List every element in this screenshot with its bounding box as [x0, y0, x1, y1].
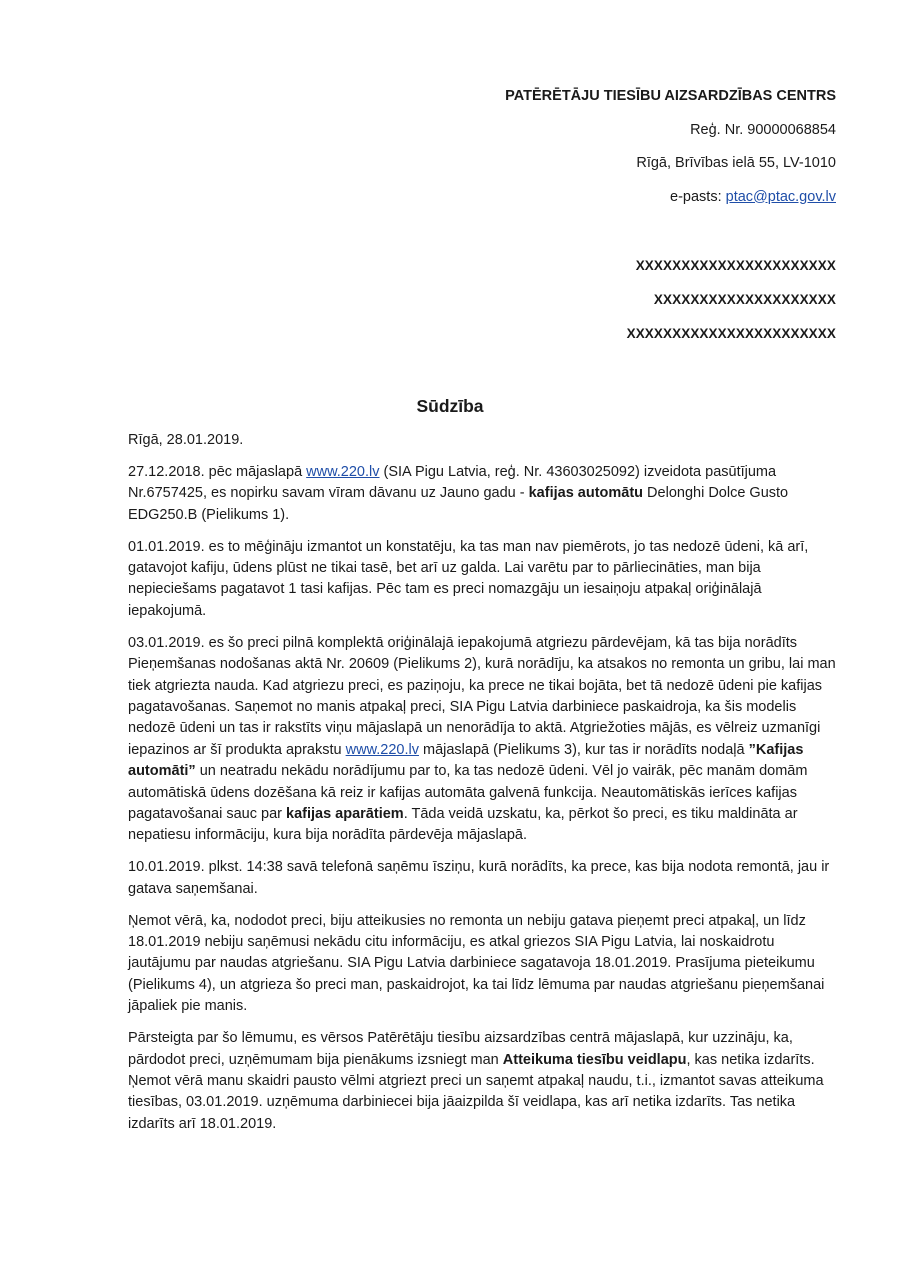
document-body — [128, 430, 840, 1146]
recipient-name: PATĒRĒTĀJU TIESĪBU AIZSARDZĪBAS CENTRS — [505, 88, 836, 104]
sender-line-1: XXXXXXXXXXXXXXXXXXXXXX — [635, 258, 836, 273]
p3-text-d: . Tāda veidā uzskatu, ka, pērkot šo preci, es tiku maldināta ar nepatiesu informāciju, kura bija norādīta pārdevēja mājaslapā. — [128, 806, 798, 844]
paragraph-4: 10.01.2019. plkst. 14:38 savā telefonā saņēmu īsziņu, kurā norādīts, ka prece, kas bija nodota remontā, jau ir gatava saņemšanai. — [128, 859, 830, 897]
paragraph-3 — [128, 633, 840, 847]
p6-text-b: , kas netika izdarīts. Ņemot vērā manu skaidri pausto vēlmi atgriezt preci un saņemt atpakaļ naudu, t.i., izmantot savas atteikuma tiesības, 03.01.2019. uzņēmuma darbiniecei bija jāaizpilda šī veidlapa, kas arī netika izdarīts. Tas netika izdarīts arī 18.01.2019. — [128, 1051, 824, 1132]
p1-text-b: (SIA Pigu Latvia, reģ. Nr. 43603025092) izveidota pasūtījuma Nr.6757425, es nopirku savam vīram dāvanu uz Jauno gadu - — [128, 463, 777, 502]
p3-bold-1: ”Kafijas automāti” — [128, 741, 804, 780]
email-label: e-pasts: — [670, 188, 726, 205]
sender-line-2: XXXXXXXXXXXXXXXXXXXX — [653, 292, 836, 307]
p1-bold: kafijas automātu — [528, 485, 644, 502]
sender-line-3: XXXXXXXXXXXXXXXXXXXXXXX — [626, 326, 836, 341]
document-title: Sūdzība — [416, 396, 484, 416]
p6-text-a: Pārsteigta par šo lēmumu, es vērsos Patērētāju tiesību aizsardzības centrā mājaslapā, kur uzzināju, ka, pārdodot preci, uzņēmumam bija pienākums izsniegt man — [128, 1030, 793, 1068]
place-date: Rīgā, 28.01.2019. — [128, 432, 244, 448]
sender-block — [627, 256, 836, 358]
recipient-block — [505, 86, 836, 220]
recipient-address: Rīgā, Brīvības ielā 55, LV-1010 — [636, 155, 836, 171]
website-link-2[interactable]: www.220.lv — [345, 741, 419, 758]
email-link[interactable]: ptac@ptac.gov.lv — [725, 188, 836, 205]
p1-text-a: 27.12.2018. pēc mājaslapā — [128, 463, 307, 480]
p1-text-c: Delonghi Dolce Gusto EDG250.B (Pielikums 1). — [128, 485, 789, 523]
p3-text-a: 03.01.2019. es šo preci pilnā komplektā oriģinālajā iepakojumā atgriezu pārdevējam, kā tas bija norādīts Pieņemšanas nodošanas aktā Nr. 20609 (Pielikums 2), kurā norādīju, ka atsakos no remonta un gribu, lai man tiek atgriezta nauda. Kad atgriezu preci, es paziņoju, ka prece ne tikai bojāta, bet tā nedozē ūdeni pie kafijas pagatavošanas. Saņemot no manis atpakaļ preci, SIA Pigu Latvia darbiniece paskaidroja, ka šis modelis nedozē ūdeni un tas ir rakstīts viņu mājaslapā un nenorādīja to aktā. Atgriežoties mājās, es vēlreiz uzmanīgi iepazinos ar šī produkta aprakstu — [128, 634, 836, 758]
paragraph-2: 01.01.2019. es to mēģināju izmantot un konstatēju, ka tas man nav piemērots, jo tas nedozē ūdeni, kā arī, gatavojot kafiju, ūdens plūst ne tikai tasē, bet arī uz galda. Lai varētu par to pārliecināties, man bija nepieciešams pagatavot 1 tasi kafijas. Pēc tam es preci nomazgāju un iesaiņoju atpakaļ oriģinālajā iepakojumā. — [128, 538, 809, 619]
p3-text-b: mājaslapā (Pielikums 3), kur tas ir norādīts nodaļā — [418, 741, 749, 758]
recipient-reg-no: Reģ. Nr. 90000068854 — [690, 121, 836, 138]
paragraph-6 — [128, 1028, 840, 1135]
p6-bold: Atteikuma tiesību veidlapu — [502, 1051, 687, 1068]
paragraph-1 — [128, 462, 840, 526]
recipient-email-line — [505, 187, 836, 221]
paragraph-5: Ņemot vērā, ka, nododot preci, biju atteikusies no remonta un nebiju gatava pieņemt preci atpakaļ, un līdz 18.01.2019 nebiju saņēmusi nekādu citu informāciju, es atkal griezos SIA Pigu Latvia, lai noskaidrotu jautājumu par naudas atgriešanu. SIA Pigu Latvia darbiniece sagatavoja 18.01.2019. Prasījuma pieteikumu (Pielikums 4), un atgrieza šo preci man, paskaidrojot, ka tai līdz lēmuma par naudas atgriešanu pieņemšanai jāpaliek pie manis. — [128, 912, 825, 1015]
p3-bold-2: kafijas aparātiem — [286, 806, 404, 822]
website-link[interactable]: www.220.lv — [306, 463, 380, 480]
p3-text-c: un neatradu nekādu norādījumu par to, ka tas nedozē ūdeni. Vēl jo vairāk, pēc manām domām automātiskā ūdens dozēšana kā reiz ir kafijas automāta galvenā funkcija. Neautomātiskās ierīces kafijas pagatavošanai sauc par — [128, 763, 808, 822]
